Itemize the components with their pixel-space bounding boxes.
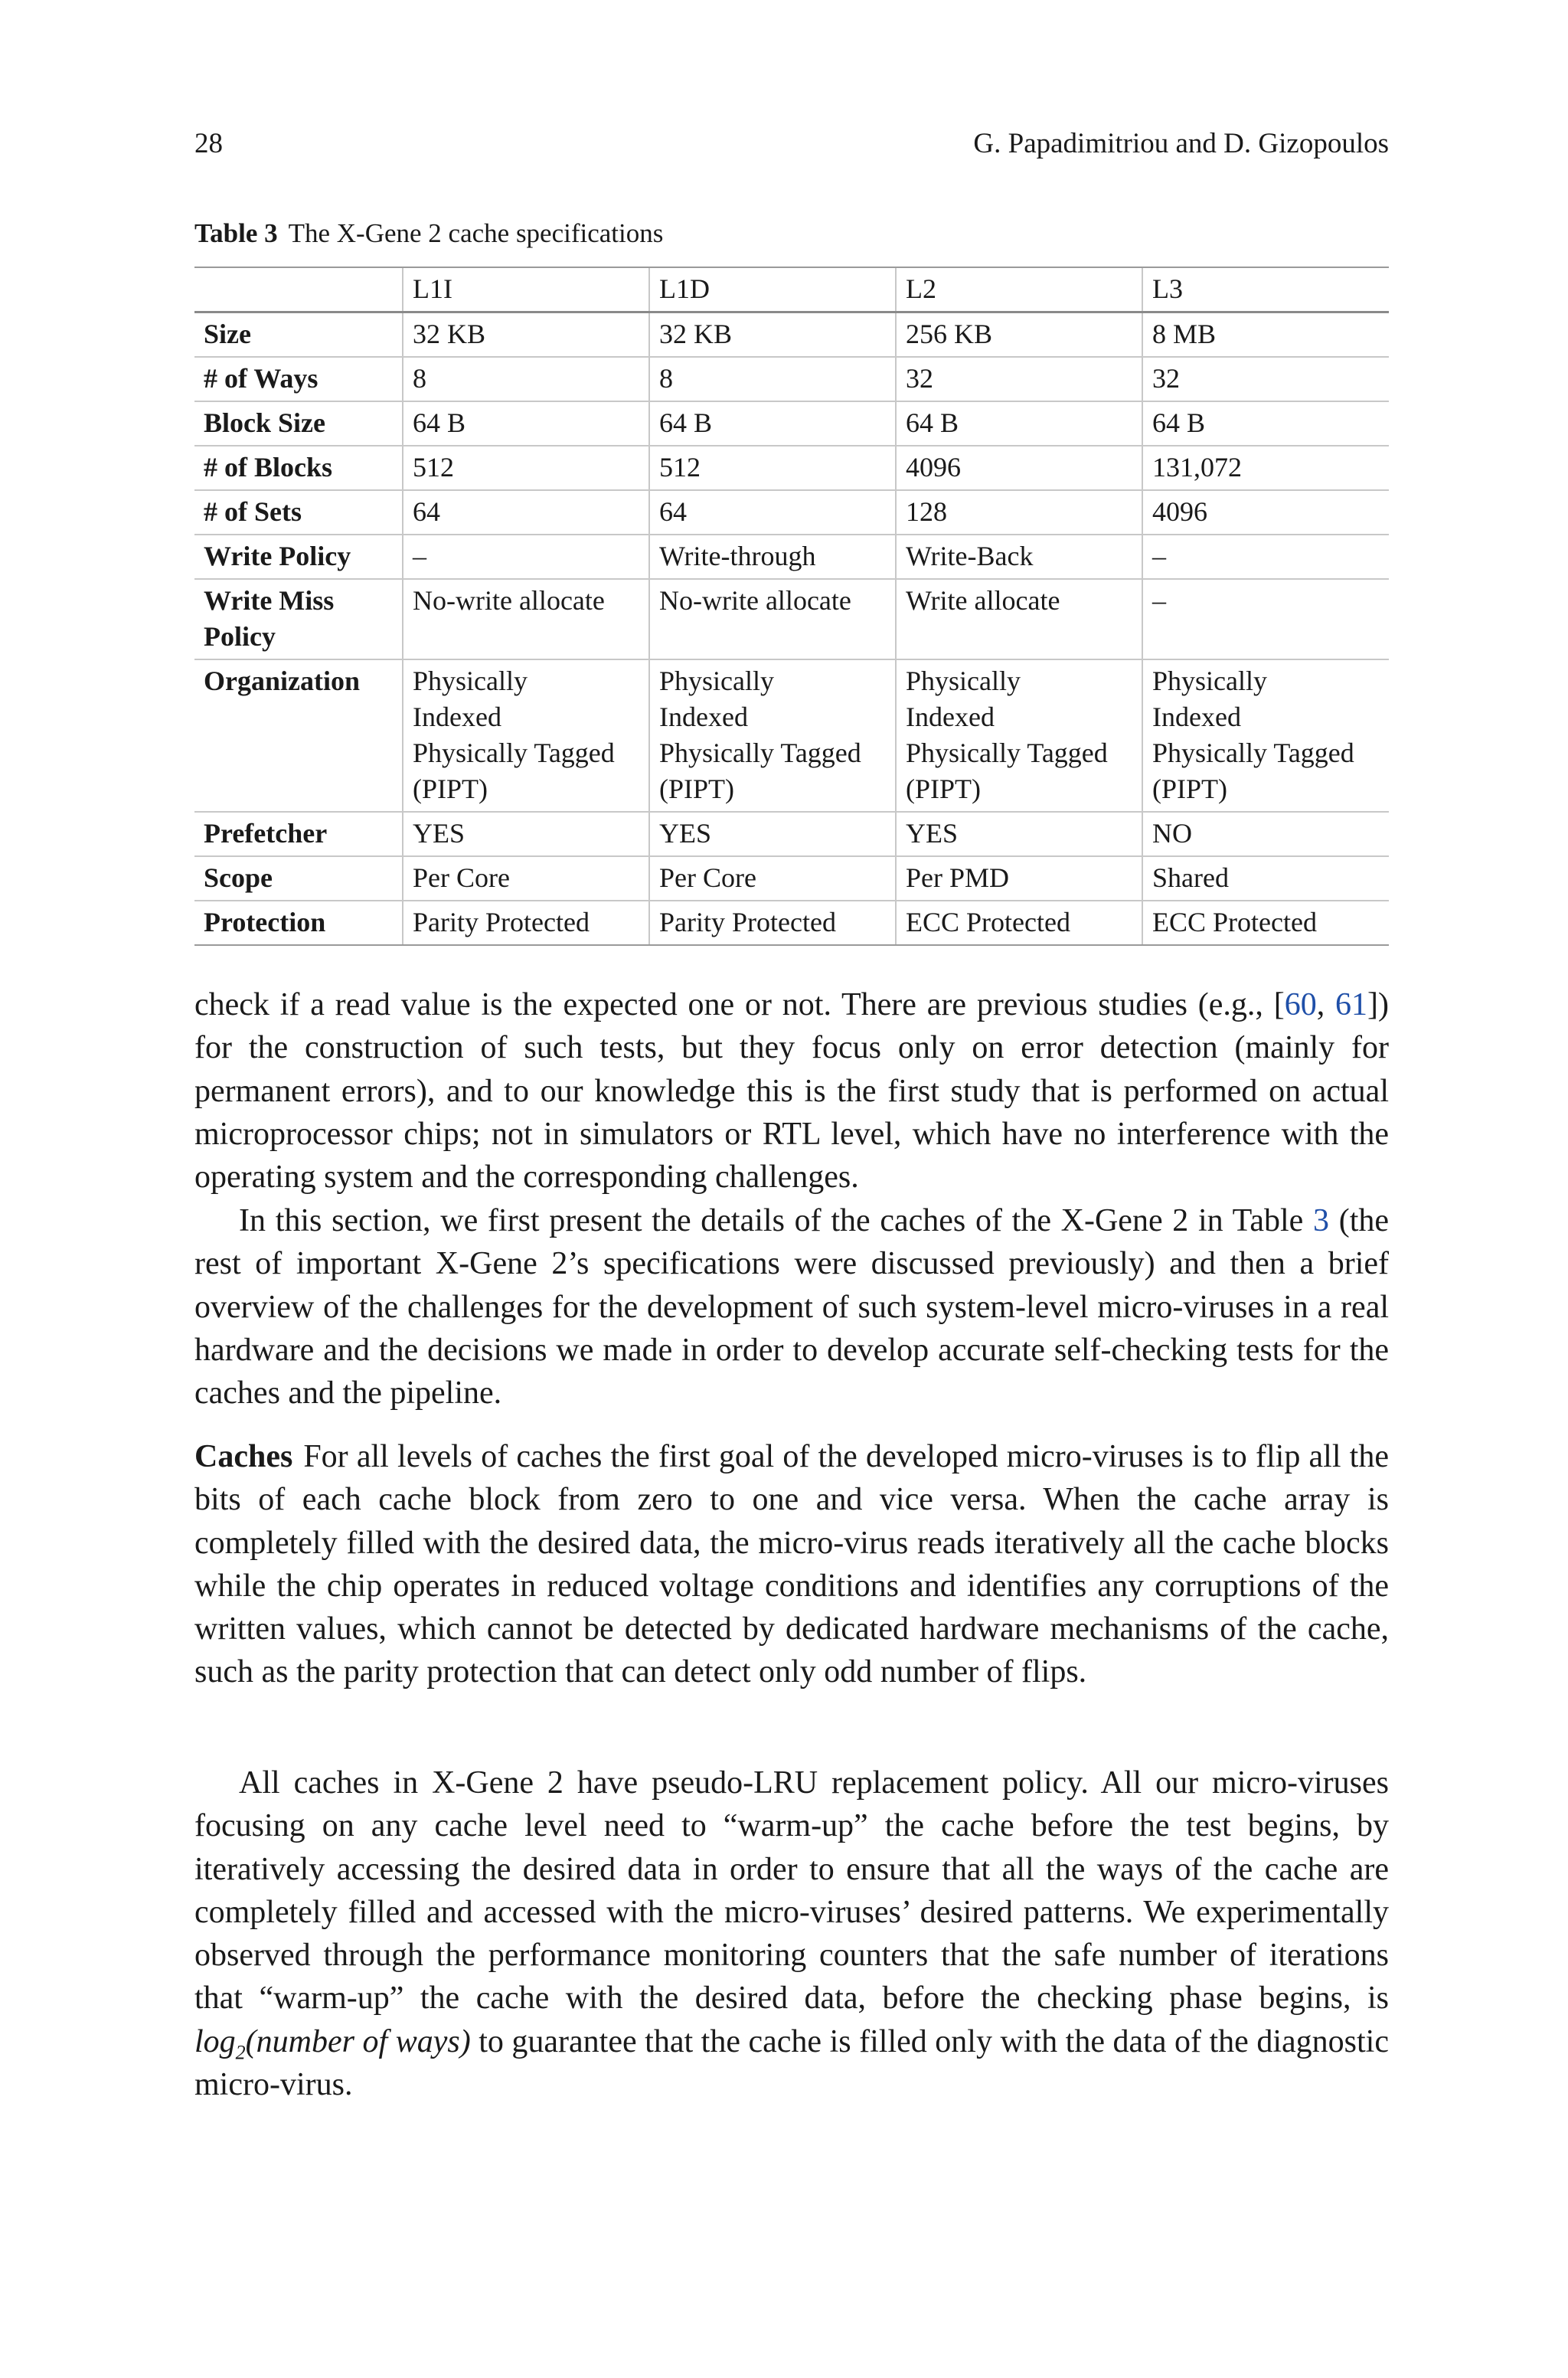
cell-line: 64	[659, 496, 687, 527]
table-cell	[1142, 490, 1389, 535]
table-cell	[1142, 357, 1389, 401]
table-row	[194, 901, 1389, 945]
cell-line: 64 B	[1152, 407, 1206, 438]
table-cell	[1142, 312, 1389, 358]
row-header: Organization	[194, 659, 403, 812]
table-cell	[896, 357, 1142, 401]
citation-link-60[interactable]: 60	[1284, 987, 1317, 1022]
page-number: 28	[194, 128, 223, 159]
table-cell	[896, 535, 1142, 579]
table-cell	[896, 901, 1142, 945]
table-cell	[1142, 579, 1389, 659]
paragraph-caches	[194, 1435, 1389, 1694]
table-cell	[403, 812, 649, 856]
cell-line: (PIPT)	[1152, 774, 1227, 804]
cell-line: Physically Tagged	[659, 738, 861, 768]
table-cell	[403, 401, 649, 446]
cell-line: 512	[413, 452, 454, 482]
cell-line: 32 KB	[413, 319, 486, 349]
table-row	[194, 659, 1389, 812]
column-header: L1D	[649, 267, 896, 312]
table-cell	[649, 312, 896, 358]
cell-line: –	[1152, 585, 1166, 616]
cell-line: Physically	[906, 666, 1021, 696]
table-cell	[1142, 401, 1389, 446]
cell-line: ECC Protected	[1152, 907, 1317, 937]
table-cell	[1142, 812, 1389, 856]
cell-line: Physically	[1152, 666, 1267, 696]
cell-line: Per PMD	[906, 862, 1010, 893]
table-cell	[896, 312, 1142, 358]
cell-line: Physically Tagged	[413, 738, 615, 768]
cell-line: 64 B	[413, 407, 466, 438]
cell-line: Per Core	[413, 862, 510, 893]
table-cell	[403, 490, 649, 535]
p4-text-2: to guarantee that the cache is filled only with the data of the diagnostic micro-virus.	[194, 2023, 1389, 2103]
table-cell	[1142, 535, 1389, 579]
citation-link-61[interactable]: 61	[1335, 987, 1368, 1022]
table-row	[194, 579, 1389, 659]
cell-line: Indexed	[659, 702, 748, 732]
p1-text-1: check if a read value is the expected one or not. There are previous studies (e.g., [	[194, 987, 1285, 1022]
p1-text-2: ,	[1316, 987, 1336, 1022]
table-row	[194, 856, 1389, 901]
cell-line: 64	[413, 496, 440, 527]
p4-text-1: All caches in X-Gene 2 have pseudo-LRU replacement policy. All our micro-viruses focusing on any cache level need to “warm-up” the cache before the test begins, by iteratively accessing the desired data in order to ensure that all the ways of the cache are completely filled and accessed with the micro-viruses’ desired patterns. We experimentally observed through the performance monitoring counters that the safe number of iterations that “warm-up” the cache with the desired data, before the checking phase begins, is	[194, 1765, 1389, 2017]
table-cell	[649, 535, 896, 579]
cell-line: Per Core	[659, 862, 756, 893]
cell-line: Indexed	[1152, 702, 1241, 732]
row-header: Protection	[194, 901, 403, 945]
cell-line: Physically	[659, 666, 774, 696]
row-header: # of Ways	[194, 357, 403, 401]
cell-line: 8	[413, 363, 426, 394]
row-header: Write Policy	[194, 535, 403, 579]
row-header: Prefetcher	[194, 812, 403, 856]
cell-line: 8 MB	[1152, 319, 1217, 349]
cell-line: ECC Protected	[906, 907, 1070, 937]
table-cell	[403, 579, 649, 659]
cell-line: 4096	[1152, 496, 1207, 527]
running-head	[194, 126, 1389, 162]
table-cell	[896, 856, 1142, 901]
table-cell	[896, 812, 1142, 856]
table-cell	[1142, 856, 1389, 901]
paragraph-4	[194, 1761, 1389, 2106]
cell-line: Physically Tagged	[1152, 738, 1354, 768]
table-cell	[403, 901, 649, 945]
table-cell	[1142, 446, 1389, 490]
table-caption	[194, 216, 663, 251]
column-header: L3	[1142, 267, 1389, 312]
table-row	[194, 490, 1389, 535]
cell-line: 4096	[906, 452, 961, 482]
cell-line: YES	[906, 818, 959, 849]
cell-line: Write allocate	[906, 585, 1060, 616]
formula-argument: (number of ways)	[245, 2023, 471, 2059]
cell-line: 64 B	[659, 407, 713, 438]
table-cell	[649, 579, 896, 659]
table-cell	[896, 659, 1142, 812]
table-row	[194, 401, 1389, 446]
cell-line: Parity Protected	[413, 907, 590, 937]
cell-line: 128	[906, 496, 947, 527]
cell-line: 32	[906, 363, 933, 394]
caches-run-in-heading: Caches	[194, 1439, 293, 1474]
cell-line: 131,072	[1152, 452, 1242, 482]
cell-line: (PIPT)	[906, 774, 981, 804]
table-cell	[649, 856, 896, 901]
cell-line: –	[1152, 541, 1166, 571]
table-cell	[403, 357, 649, 401]
p2-text-1: In this section, we first present the details of the caches of the X-Gene 2 in Table	[239, 1203, 1313, 1238]
cell-line: NO	[1152, 818, 1192, 849]
table-caption-label: Table 3	[194, 218, 278, 248]
table-cell	[1142, 901, 1389, 945]
paragraph-2	[194, 1199, 1389, 1415]
cell-line: 512	[659, 452, 701, 482]
table-cell	[403, 535, 649, 579]
cell-line: No-write allocate	[659, 585, 851, 616]
p1-text-3: ]) for the construction of such tests, but they focus only on error detection (mainly for permanent errors), and to our knowledge this is the first study that is performed on actual microprocessor chips; not in simulators or RTL level, which have no interference with the operating system and the corresponding challenges.	[194, 987, 1390, 1196]
table-cell	[649, 812, 896, 856]
p3-text: For all levels of caches the first goal of the developed micro-viruses is to flip all the bits of each cache block from zero to one and vice versa. When the cache array is completely filled with the desired data, the micro-virus reads iteratively all the cache blocks while the chip operates in reduced voltage conditions and identifies any corruptions of the written values, which cannot be detected by dedicated hardware mechanisms of the cache, such as the parity protection that can detect only odd number of flips.	[194, 1439, 1389, 1690]
table-cell	[649, 357, 896, 401]
row-header: Scope	[194, 856, 403, 901]
table-caption-text: The X-Gene 2 cache specifications	[288, 218, 664, 248]
cell-line: Write-Back	[906, 541, 1034, 571]
cell-line: YES	[413, 818, 466, 849]
p2-text-2: (the rest of important X-Gene 2’s specifications were discussed previously) and then a brief overview of the challenges for the development of such system-level micro-viruses in a real hardware and the decisions we made in order to develop accurate self-checking tests for the caches and the pipeline.	[194, 1203, 1390, 1411]
cell-line: Write-through	[659, 541, 816, 571]
cache-spec-table	[194, 267, 1389, 946]
table-row	[194, 446, 1389, 490]
cell-line: Physically	[413, 666, 528, 696]
cell-line: YES	[659, 818, 712, 849]
table-body	[194, 312, 1389, 946]
table-cell	[403, 446, 649, 490]
table-cell	[403, 312, 649, 358]
cell-line: (PIPT)	[659, 774, 734, 804]
cell-line: No-write allocate	[413, 585, 605, 616]
cell-line: Physically Tagged	[906, 738, 1108, 768]
table-cell	[403, 659, 649, 812]
cell-line: Shared	[1152, 862, 1229, 893]
cell-line: –	[413, 541, 426, 571]
table-header-row	[194, 267, 1389, 312]
running-head-authors: G. Papadimitriou and D. Gizopoulos	[973, 128, 1389, 159]
table-cell	[896, 446, 1142, 490]
table-cell	[1142, 659, 1389, 812]
table-reference-link[interactable]: 3	[1313, 1203, 1329, 1238]
formula-log: log	[194, 2023, 236, 2059]
table-row	[194, 812, 1389, 856]
table-cell	[649, 659, 896, 812]
table-cell	[649, 901, 896, 945]
column-header: L2	[896, 267, 1142, 312]
table-row	[194, 312, 1389, 358]
cell-line: Parity Protected	[659, 907, 836, 937]
table-row	[194, 357, 1389, 401]
row-header: Size	[194, 312, 403, 358]
table-cell	[649, 446, 896, 490]
cell-line: 32	[1152, 363, 1180, 394]
formula-subscript: 2	[235, 2041, 246, 2064]
cell-line: 8	[659, 363, 673, 394]
row-header: Block Size	[194, 401, 403, 446]
cell-line: (PIPT)	[413, 774, 488, 804]
cell-line: Indexed	[906, 702, 995, 732]
column-header-blank	[194, 267, 403, 312]
paragraph-1	[194, 983, 1389, 1199]
cell-line: 32 KB	[659, 319, 733, 349]
cell-line: Indexed	[413, 702, 501, 732]
table-cell	[896, 579, 1142, 659]
table-cell	[896, 401, 1142, 446]
row-header: # of Blocks	[194, 446, 403, 490]
cell-line: 256 KB	[906, 319, 993, 349]
cell-line: 64 B	[906, 407, 959, 438]
table-cell	[649, 401, 896, 446]
row-header: # of Sets	[194, 490, 403, 535]
table-cell	[896, 490, 1142, 535]
table-cell	[649, 490, 896, 535]
table-cell	[403, 856, 649, 901]
table-row	[194, 535, 1389, 579]
row-header: Write Miss Policy	[194, 579, 403, 659]
column-header: L1I	[403, 267, 649, 312]
